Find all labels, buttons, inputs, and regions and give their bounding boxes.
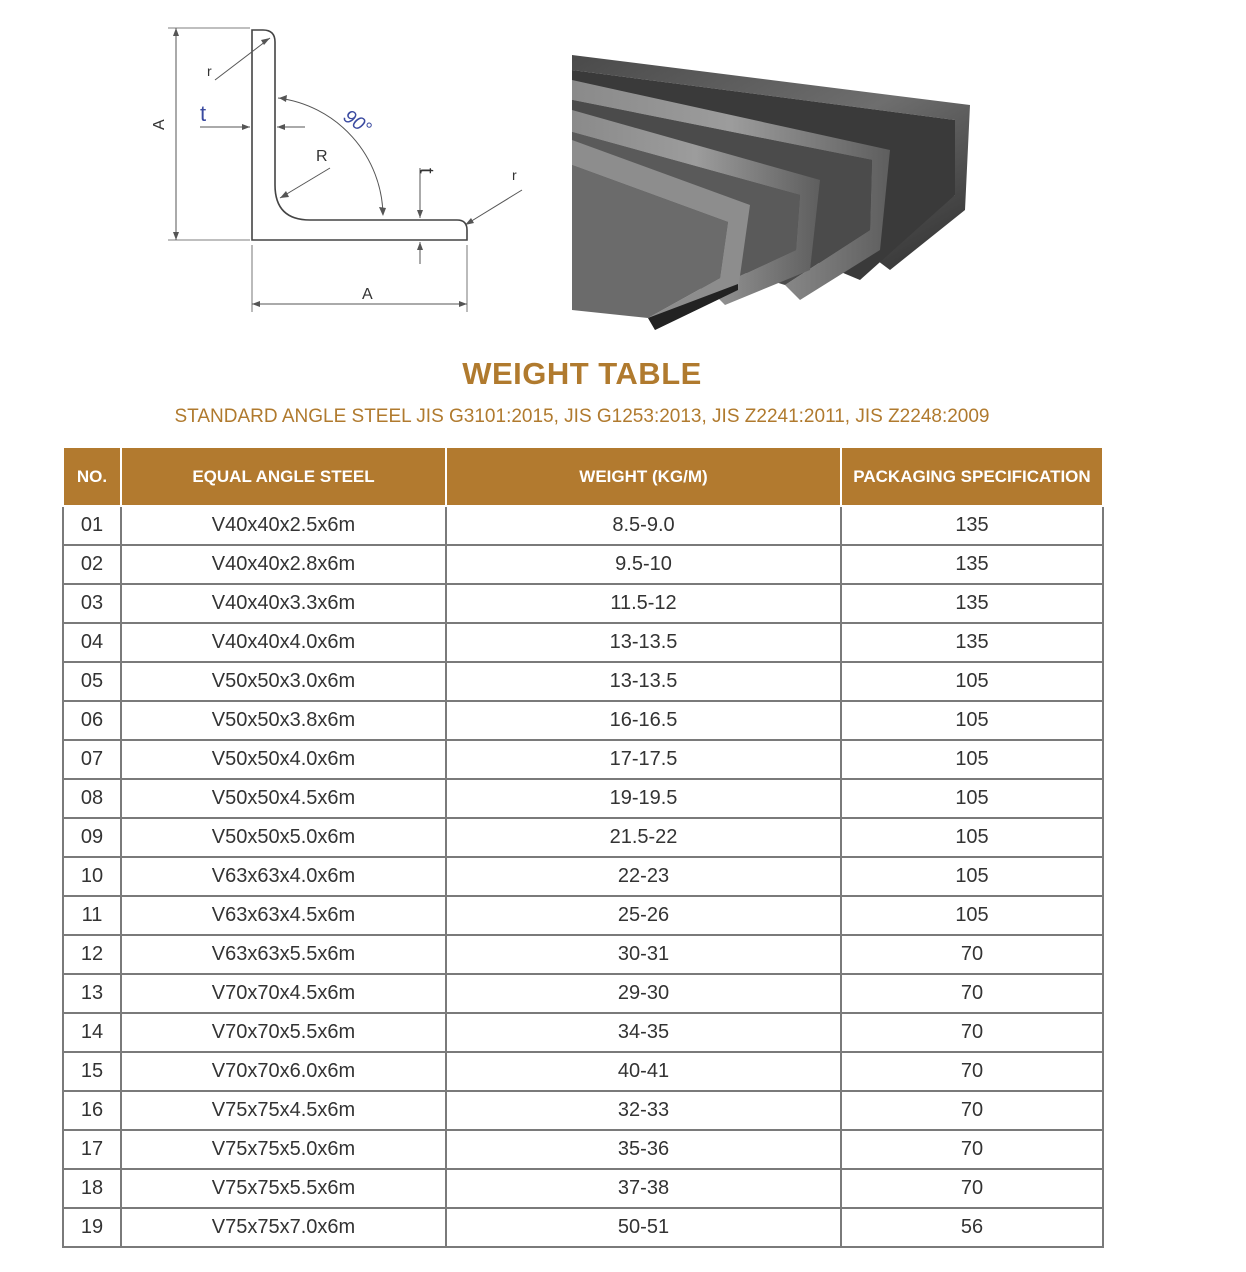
table-row — [63, 662, 1103, 701]
cell-weight: 16-16.5 — [446, 701, 841, 740]
toe-radius-label-2: r — [512, 167, 517, 183]
cell-packaging: 135 — [841, 545, 1103, 584]
cell-packaging: 135 — [841, 506, 1103, 545]
table-row — [63, 506, 1103, 545]
table-body — [63, 506, 1103, 1247]
cell-weight: 11.5-12 — [446, 584, 841, 623]
cell-weight: 22-23 — [446, 857, 841, 896]
cell-packaging: 105 — [841, 896, 1103, 935]
cell-packaging: 105 — [841, 701, 1103, 740]
table-row — [63, 1208, 1103, 1247]
table-row — [63, 818, 1103, 857]
angle-section-diagram — [140, 20, 540, 320]
table-row — [63, 1169, 1103, 1208]
cell-steel: V70x70x4.5x6m — [121, 974, 446, 1013]
cell-weight: 19-19.5 — [446, 779, 841, 818]
table-row — [63, 857, 1103, 896]
weight-table-title: WEIGHT TABLE — [462, 356, 702, 391]
table-row — [63, 896, 1103, 935]
cell-no: 03 — [63, 584, 121, 623]
cell-no: 02 — [63, 545, 121, 584]
table-row — [63, 974, 1103, 1013]
cell-packaging: 70 — [841, 1130, 1103, 1169]
side-a-vertical-label: A — [151, 119, 168, 130]
cell-packaging: 105 — [841, 857, 1103, 896]
cell-packaging: 105 — [841, 740, 1103, 779]
cell-weight: 32-33 — [446, 1091, 841, 1130]
cell-weight: 8.5-9.0 — [446, 506, 841, 545]
cell-steel: V70x70x5.5x6m — [121, 1013, 446, 1052]
table-row — [63, 584, 1103, 623]
column-header-packaging: PACKAGING SPECIFICATION — [841, 448, 1103, 506]
table-row — [63, 701, 1103, 740]
cell-steel: V50x50x5.0x6m — [121, 818, 446, 857]
cell-weight: 29-30 — [446, 974, 841, 1013]
table-row — [63, 779, 1103, 818]
column-header-weight: WEIGHT (KG/M) — [446, 448, 841, 506]
cell-steel: V75x75x5.0x6m — [121, 1130, 446, 1169]
cell-steel: V63x63x4.5x6m — [121, 896, 446, 935]
cell-packaging: 135 — [841, 623, 1103, 662]
side-a-horizontal-label: A — [362, 286, 373, 303]
standards-subtitle: STANDARD ANGLE STEEL JIS G3101:2015, JIS G1253:2013, JIS Z2241:2011, JIS Z2248:2009 — [174, 406, 990, 427]
table-row — [63, 1130, 1103, 1169]
table-row — [63, 1052, 1103, 1091]
cell-weight: 9.5-10 — [446, 545, 841, 584]
cell-packaging: 135 — [841, 584, 1103, 623]
steel-angle-bars-photo — [560, 40, 990, 340]
toe-radius-label: r — [207, 63, 212, 79]
cell-packaging: 70 — [841, 1091, 1103, 1130]
cell-no: 10 — [63, 857, 121, 896]
root-radius-label: R — [316, 148, 328, 165]
cell-no: 01 — [63, 506, 121, 545]
cell-no: 17 — [63, 1130, 121, 1169]
cell-weight: 40-41 — [446, 1052, 841, 1091]
cell-no: 15 — [63, 1052, 121, 1091]
angle-label: 90° — [339, 106, 375, 140]
cell-no: 19 — [63, 1208, 121, 1247]
table-row — [63, 623, 1103, 662]
cell-packaging: 70 — [841, 1052, 1103, 1091]
cell-steel: V50x50x4.0x6m — [121, 740, 446, 779]
cell-weight: 13-13.5 — [446, 662, 841, 701]
cell-packaging: 56 — [841, 1208, 1103, 1247]
cell-steel: V75x75x7.0x6m — [121, 1208, 446, 1247]
cell-steel: V50x50x4.5x6m — [121, 779, 446, 818]
cell-weight: 30-31 — [446, 935, 841, 974]
table-row — [63, 1091, 1103, 1130]
thickness-label-2: t — [415, 168, 437, 174]
cell-steel: V40x40x3.3x6m — [121, 584, 446, 623]
cell-no: 04 — [63, 623, 121, 662]
weight-table — [62, 448, 1104, 1248]
cell-steel: V50x50x3.8x6m — [121, 701, 446, 740]
cell-packaging: 70 — [841, 935, 1103, 974]
table-row — [63, 935, 1103, 974]
cell-no: 14 — [63, 1013, 121, 1052]
cell-no: 11 — [63, 896, 121, 935]
cell-no: 07 — [63, 740, 121, 779]
cell-weight: 35-36 — [446, 1130, 841, 1169]
cell-steel: V40x40x2.8x6m — [121, 545, 446, 584]
column-header-no: NO. — [63, 448, 121, 506]
cell-packaging: 105 — [841, 779, 1103, 818]
cell-weight: 13-13.5 — [446, 623, 841, 662]
cell-steel: V63x63x4.0x6m — [121, 857, 446, 896]
cell-no: 12 — [63, 935, 121, 974]
cell-weight: 21.5-22 — [446, 818, 841, 857]
table-row — [63, 1013, 1103, 1052]
cell-steel: V75x75x5.5x6m — [121, 1169, 446, 1208]
cell-steel: V40x40x4.0x6m — [121, 623, 446, 662]
table-row — [63, 740, 1103, 779]
cell-no: 06 — [63, 701, 121, 740]
cell-steel: V40x40x2.5x6m — [121, 506, 446, 545]
cell-packaging: 70 — [841, 1169, 1103, 1208]
cell-no: 18 — [63, 1169, 121, 1208]
column-header-steel: EQUAL ANGLE STEEL — [121, 448, 446, 506]
cell-weight: 50-51 — [446, 1208, 841, 1247]
thickness-label: t — [200, 101, 207, 126]
cell-packaging: 70 — [841, 974, 1103, 1013]
cell-packaging: 70 — [841, 1013, 1103, 1052]
cell-weight: 34-35 — [446, 1013, 841, 1052]
cell-steel: V50x50x3.0x6m — [121, 662, 446, 701]
cell-steel: V70x70x6.0x6m — [121, 1052, 446, 1091]
cell-no: 09 — [63, 818, 121, 857]
cell-no: 08 — [63, 779, 121, 818]
cell-no: 13 — [63, 974, 121, 1013]
table-header-row — [63, 448, 1103, 506]
table-row — [63, 545, 1103, 584]
cell-packaging: 105 — [841, 818, 1103, 857]
cell-weight: 25-26 — [446, 896, 841, 935]
cell-no: 16 — [63, 1091, 121, 1130]
cell-no: 05 — [63, 662, 121, 701]
cell-steel: V75x75x4.5x6m — [121, 1091, 446, 1130]
cell-weight: 17-17.5 — [446, 740, 841, 779]
cell-steel: V63x63x5.5x6m — [121, 935, 446, 974]
cell-packaging: 105 — [841, 662, 1103, 701]
cell-weight: 37-38 — [446, 1169, 841, 1208]
